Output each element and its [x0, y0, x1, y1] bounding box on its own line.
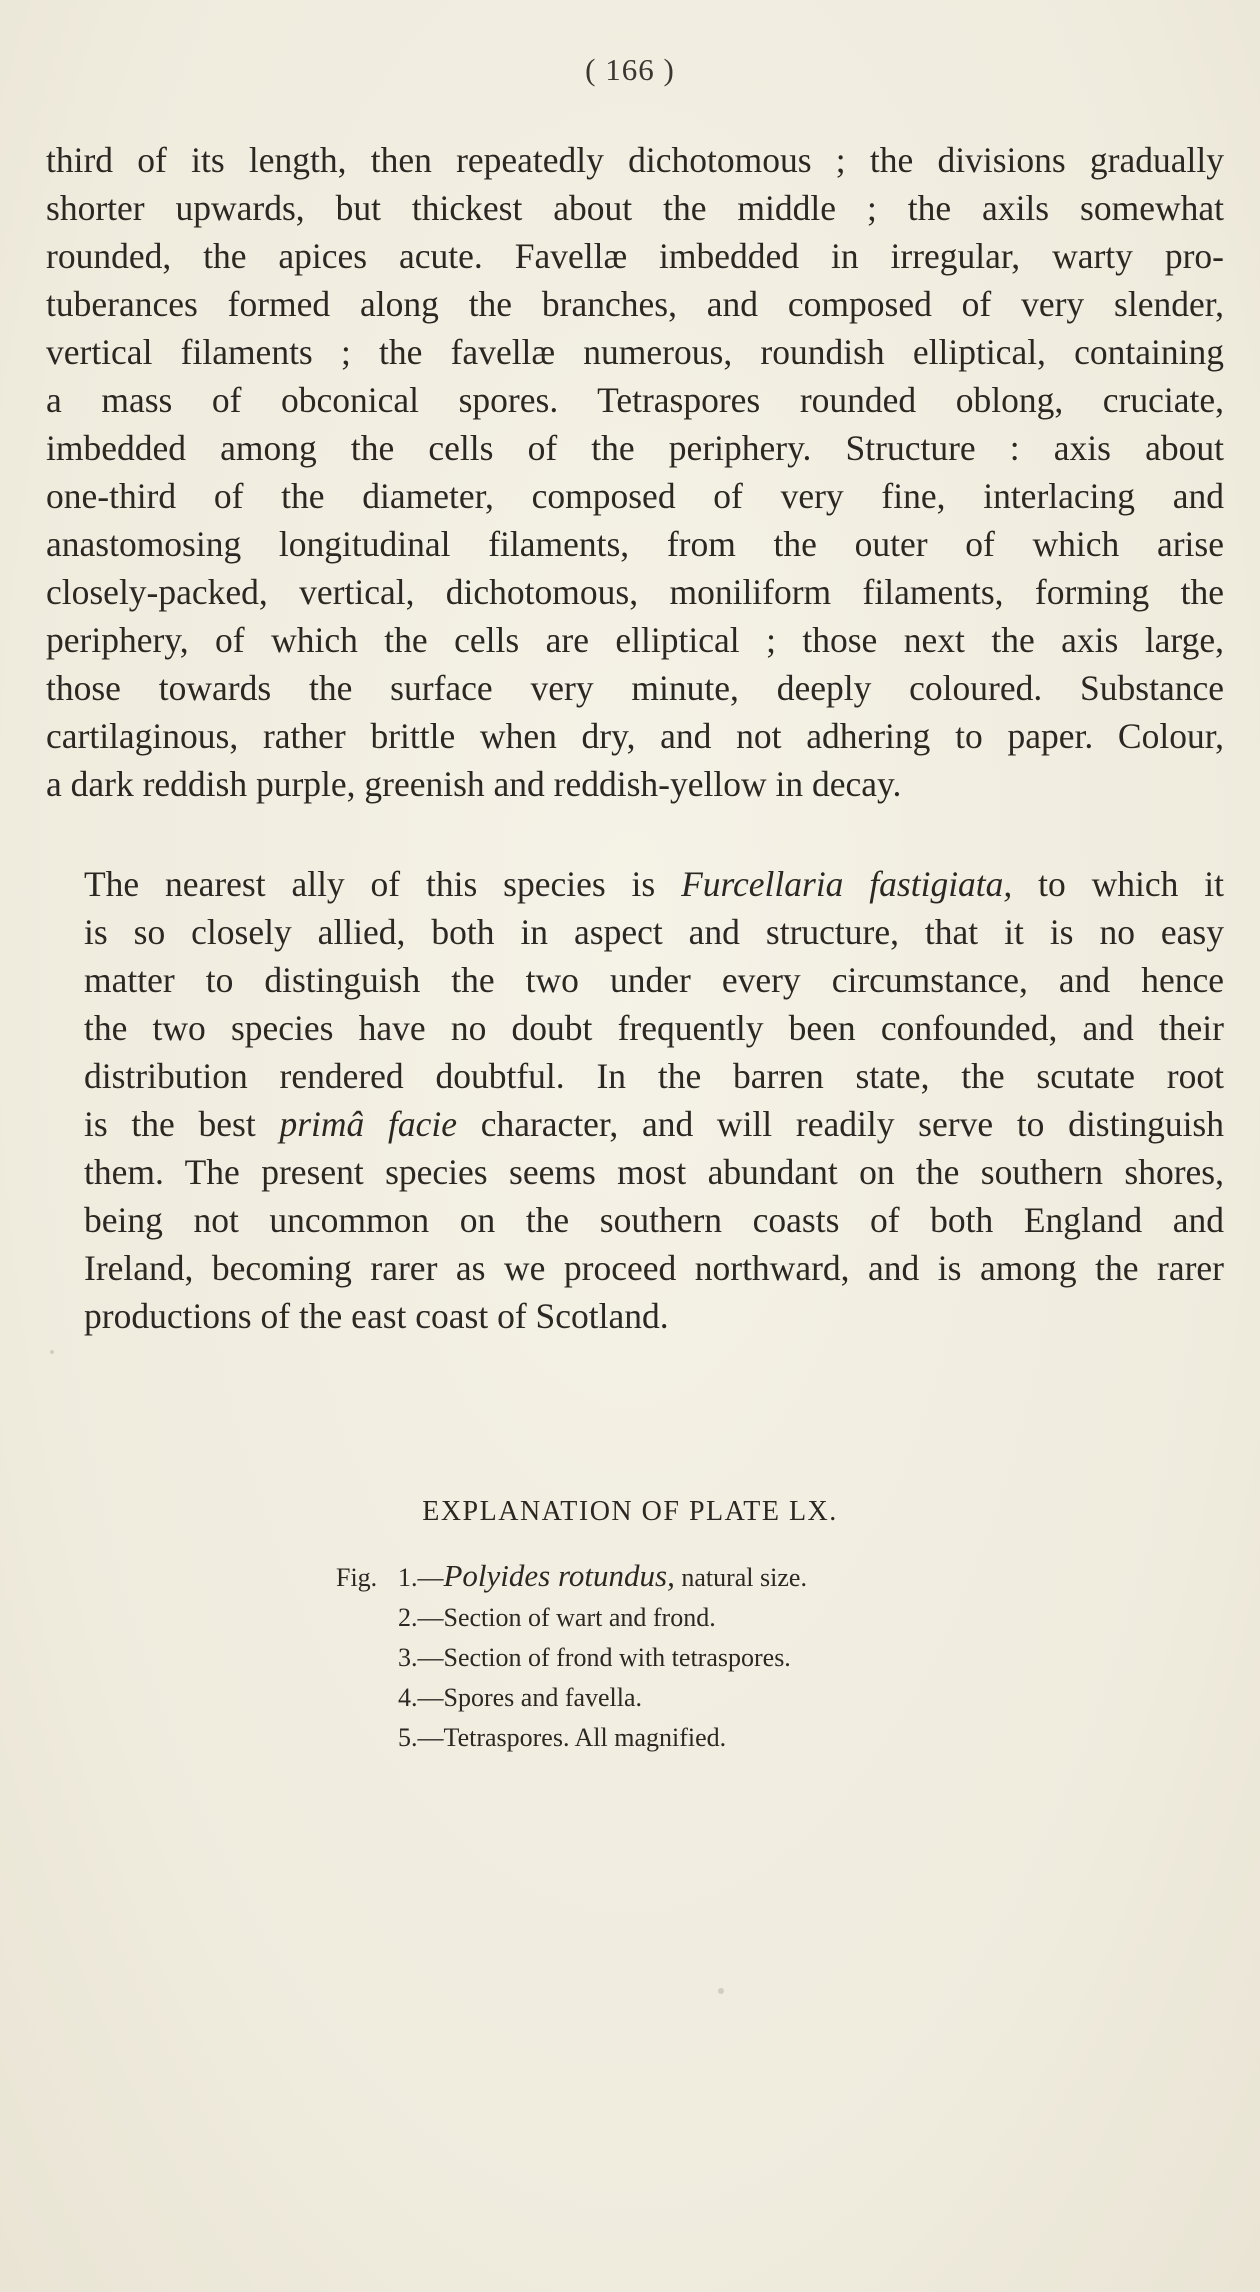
text-line: anastomosing longitudinal filaments, from the outer of which arise [46, 524, 1224, 564]
paper-speck [50, 1350, 54, 1354]
text-line: a dark reddish purple, greenish and reddish-yellow in decay. [46, 764, 902, 804]
text-line [46, 1100, 1224, 1148]
text-line: shorter upwards, but thickest about the middle ; the axils somewhat [46, 188, 1224, 228]
text-line: rounded, the apices acute. Favellæ imbedded in irregular, warty pro- [46, 236, 1224, 276]
figure-number: 2.— [398, 1603, 444, 1632]
text-line: imbedded among the cells of the periphery. Structure : axis about [46, 428, 1224, 468]
figure-caption: Tetraspores. All magnified. [443, 1723, 727, 1752]
text-line: them. The present species seems most abundant on the southern shores, [84, 1152, 1224, 1192]
description-paragraph [46, 136, 1224, 808]
figure-number: 1.— [398, 1563, 444, 1592]
text-line: productions of the east coast of Scotland. [84, 1296, 669, 1336]
text-line: the two species have no doubt frequently been confounded, and their [84, 1008, 1224, 1048]
figure-item [336, 1598, 807, 1638]
paper-speck [718, 1988, 724, 1994]
figure-caption: Section of frond with tetraspores. [443, 1643, 791, 1672]
figure-species-name: Polyides rotundus, [443, 1558, 675, 1593]
text-line: one-third of the diameter, composed of very fine, interlacing and [46, 476, 1224, 516]
text-line: is so closely allied, both in aspect and structure, that it is no easy [84, 912, 1224, 952]
text-line: third of its length, then repeatedly dichotomous ; the divisions gradually [46, 140, 1224, 180]
latin-phrase: primâ facie [279, 1104, 457, 1144]
figure-item [336, 1556, 807, 1598]
figure-list [336, 1556, 807, 1758]
figure-caption: natural size. [674, 1563, 807, 1592]
text-line: being not uncommon on the southern coasts of both England and [84, 1200, 1224, 1240]
text-line [46, 860, 1224, 908]
discussion-paragraph [46, 860, 1224, 1340]
text-line: cartilaginous, rather brittle when dry, and not adhering to paper. Colour, [46, 716, 1224, 756]
text-line: vertical filaments ; the favellæ numerous, roundish elliptical, containing [46, 332, 1224, 372]
species-name: Furcellaria fastigiata, [681, 864, 1013, 904]
text-segment: is the best [84, 1104, 280, 1144]
text-line: a mass of obconical spores. Tetraspores rounded oblong, cruciate, [46, 380, 1224, 420]
figure-number: 3.— [398, 1643, 444, 1672]
figure-caption: Spores and favella. [443, 1683, 643, 1712]
plate-heading: EXPLANATION OF PLATE LX. [422, 1496, 838, 1527]
text-line: Ireland, becoming rarer as we proceed northward, and is among the rarer [84, 1248, 1224, 1288]
text-line: those towards the surface very minute, deeply coloured. Substance [46, 668, 1224, 708]
figure-number: 4.— [398, 1683, 444, 1712]
figure-caption: Section of wart and frond. [443, 1603, 716, 1632]
text-segment: to which it [1012, 864, 1225, 904]
page-number: ( 166 ) [585, 52, 675, 87]
text-line: closely-packed, vertical, dichotomous, moniliform filaments, forming the [46, 572, 1224, 612]
text-line: tuberances formed along the branches, and composed of very slender, [46, 284, 1224, 324]
figure-item [336, 1678, 807, 1718]
text-line: periphery, of which the cells are elliptical ; those next the axis large, [46, 620, 1224, 660]
text-segment: character, and will readily serve to distinguish [456, 1104, 1224, 1144]
text-segment: The nearest ally of this species is [84, 864, 682, 904]
text-line: distribution rendered doubtful. In the barren state, the scutate root [84, 1056, 1224, 1096]
figure-item [336, 1638, 807, 1678]
text-line: matter to distinguish the two under every circumstance, and hence [84, 960, 1224, 1000]
figure-prefix: Fig. [336, 1563, 378, 1592]
figure-item [336, 1718, 807, 1758]
figure-number: 5.— [398, 1723, 444, 1752]
